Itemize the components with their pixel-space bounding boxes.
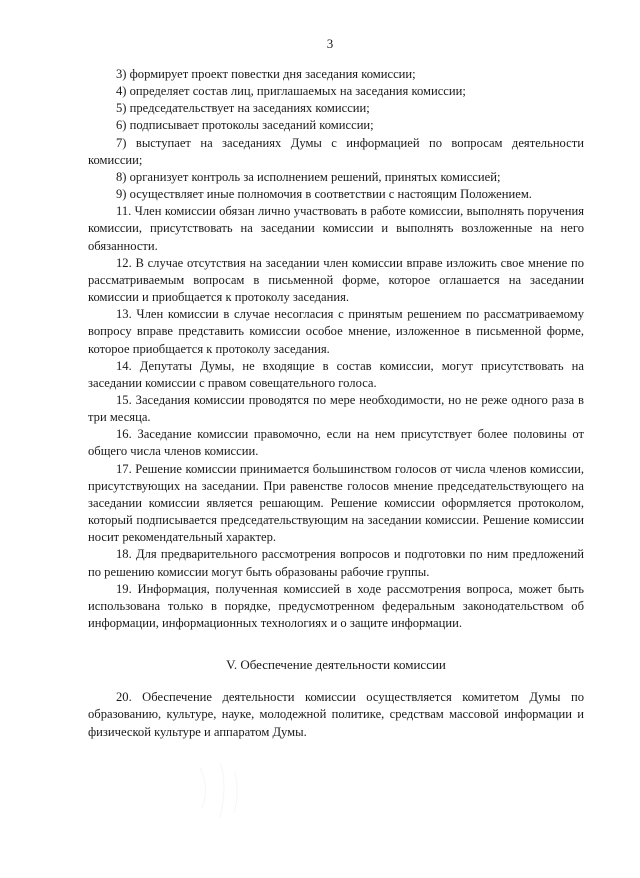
- paragraph-20: 20. Обеспечение деятельности комиссии осуществляется комитетом Думы по образованию, культуре, науке, молодежной политике, средствам массовой информации и физической культуре и аппаратом Думы.: [88, 690, 584, 739]
- paragraph-12: 12. В случае отсутствия на заседании член комиссии вправе изложить свое мнение по рассматриваемым вопросам в письменной форме, которое оглашается на заседании комиссии и приобщается к протоколу заседания.: [88, 255, 584, 305]
- list-item: 7) выступает на заседаниях Думы с информацией по вопросам деятельности комиссии;: [88, 135, 584, 167]
- list-item: 3) формирует проект повестки дня заседания комиссии;: [116, 67, 416, 81]
- paragraph-11: 11. Член комиссии обязан лично участвовать в работе комиссии, выполнять поручения комиссии, присутствовать на заседании комиссии и выполнять возложенные на него обязанности.: [88, 204, 584, 253]
- paragraph-16: 16. Заседание комиссии правомочно, если на нем присутствует более половины от общего числа членов комиссии.: [88, 427, 584, 459]
- list-item: 6) подписывает протоколы заседаний комиссии;: [116, 118, 374, 133]
- page-number: 3: [326, 36, 334, 51]
- paragraph-18: 18. Для предварительного рассмотрения вопросов и подготовки по ним предложений по решению комиссии могут быть образованы рабочие группы.: [88, 547, 584, 579]
- paragraph-13: 13. Член комиссии в случае несогласия с принятым решением по рассматриваемому вопросу вправе представить комиссии особое мнение, изложенное в письменной форме, которое приобщается к протоколу заседания.: [88, 307, 584, 356]
- list-item: 4) определяет состав лиц, приглашаемых на заседания комиссии;: [116, 84, 466, 99]
- paragraph-17: 17. Решение комиссии принимается большинством голосов от числа членов комиссии, присутствующих на заседании. При равенстве голосов мнение председательствующего на заседании комиссии является решающим. Решение комиссии оформляется протоколом, который подписывается председательствующим на заседании комиссии. Решение комиссии носит рекомендательный характер.: [88, 461, 584, 545]
- list-item: 5) председательствует на заседаниях комиссии;: [116, 101, 370, 116]
- list-item: 9) осуществляет иные полномочия в соответствии с настоящим Положением.: [116, 187, 532, 202]
- section-heading: V. Обеспечение деятельности комиссии: [226, 657, 446, 673]
- list-item: 8) организует контроль за исполнением решений, принятых комиссией;: [116, 169, 501, 184]
- document-body: [88, 66, 584, 741]
- paragraph-14: 14. Депутаты Думы, не входящие в состав комиссии, могут присутствовать на заседании комиссии с правом совещательного голоса.: [88, 358, 584, 390]
- paragraph-15: 15. Заседания комиссии проводятся по мере необходимости, но не реже одного раза в три месяца.: [88, 392, 584, 425]
- paragraph-19: 19. Информация, полученная комиссией в ходе рассмотрения вопроса, может быть использована только в порядке, предусмотренном федеральным законодательством об информации, информационных технологиях и о защите информации.: [88, 581, 584, 630]
- scan-artifact: [190, 758, 250, 828]
